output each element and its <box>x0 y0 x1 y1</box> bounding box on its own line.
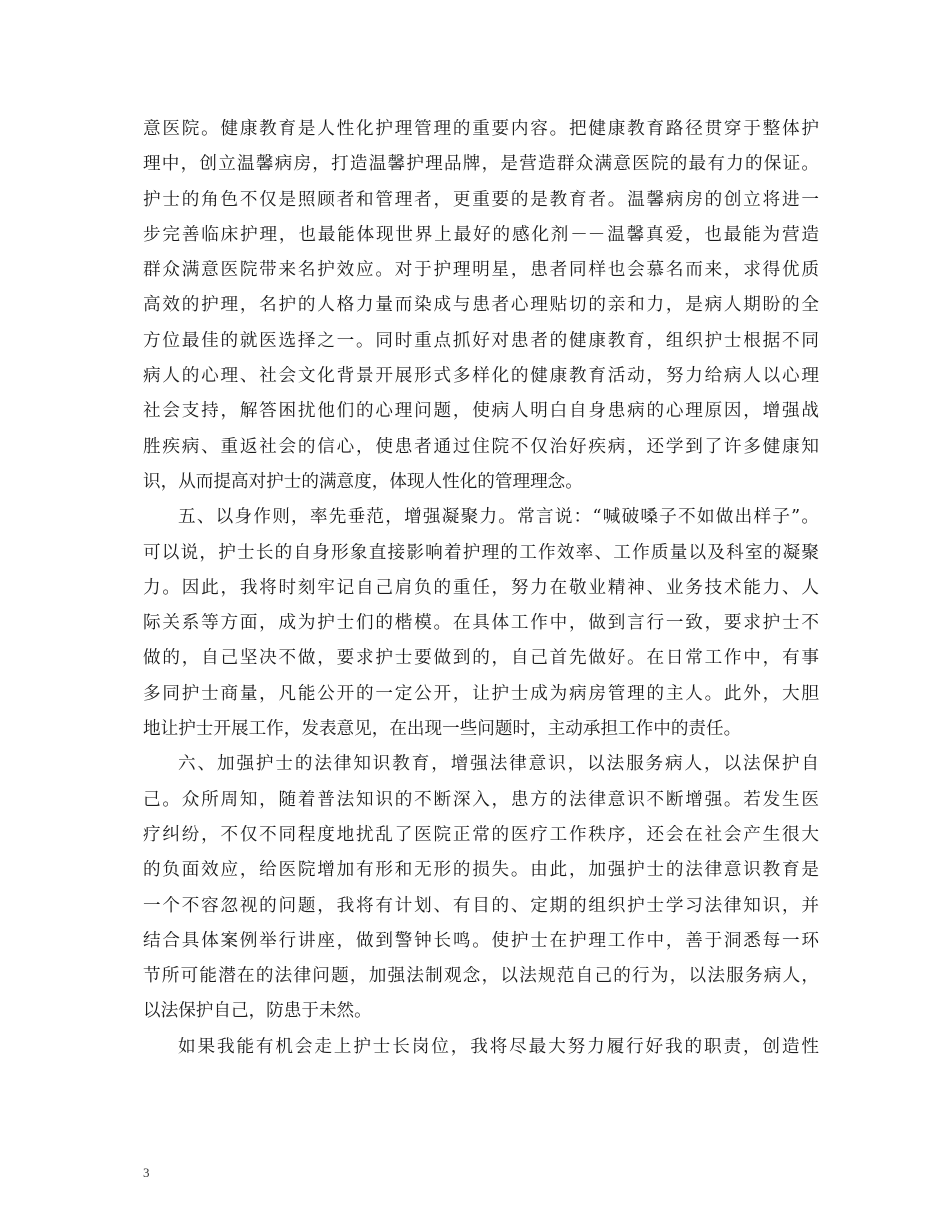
page-number: 3 <box>143 1165 150 1180</box>
text-line: 以法保护自己，防患于未然。 <box>143 1001 372 1022</box>
text-line: 理中，创立温馨病房，打造温馨护理品牌，是营造群众满意医院的最有力的保证。 <box>143 154 819 175</box>
text-line: 一个不容忽视的问题，我将有计划、有目的、定期的组织护士学习法律知识，并 <box>143 895 819 916</box>
text-line: 疗纠纷，不仅不同程度地扰乱了医院正常的医疗工作秩序，还会在社会产生很大 <box>143 824 819 845</box>
text-line: 方位最佳的就医选择之一。同时重点抓好对患者的健康教育，组织护士根据不同 <box>143 330 819 351</box>
text-line: 做的，自己坚决不做，要求护士要做到的，自己首先做好。在日常工作中，有事 <box>143 648 819 669</box>
document-body <box>143 112 819 1065</box>
text-line: 病人的心理、社会文化背景开展形式多样化的健康教育活动，努力给病人以心理 <box>143 366 819 387</box>
text-line: 护士的角色不仅是照顾者和管理者，更重要的是教育者。温馨病房的创立将进一 <box>143 189 819 210</box>
text-line: 高效的护理，名护的人格力量而染成与患者心理贴切的亲和力，是病人期盼的全 <box>143 295 819 316</box>
text-line: 力。因此，我将时刻牢记自己肩负的重任，努力在敬业精神、业务技术能力、人 <box>143 577 819 598</box>
text-line: 意医院。健康教育是人性化护理管理的重要内容。把健康教育路径贯穿于整体护 <box>143 119 819 139</box>
text-line: 节所可能潜在的法律问题，加强法制观念，以法规范自己的行为，以法服务病人， <box>143 966 819 987</box>
text-line: 可以说，护士长的自身形象直接影响着护理的工作效率、工作质量以及科室的凝聚 <box>143 542 819 563</box>
paragraph-start-line: 六、加强护士的法律知识教育，增强法律意识，以法服务病人，以法保护自 <box>178 754 819 775</box>
paragraph-start-line: 如果我能有机会走上护士长岗位，我将尽最大努力履行好我的职责，创造性 <box>178 1036 819 1057</box>
text-line: 际关系等方面，成为护士们的楷模。在具体工作中，做到言行一致，要求护士不 <box>143 613 819 634</box>
text-line: 多同护士商量，凡能公开的一定公开，让护士成为病房管理的主人。此外，大胆 <box>143 683 819 704</box>
text-line: 群众满意医院带来名护效应。对于护理明星，患者同样也会慕名而来，求得优质 <box>143 260 819 281</box>
text-line: 识，从而提高对护士的满意度，体现人性化的管理理念。 <box>143 471 583 492</box>
paragraph-start-line: 五、以身作则，率先垂范，增强凝聚力。常言说：“喊破嗓子不如做出样子”。 <box>178 507 819 528</box>
text-line: 的负面效应，给医院增加有形和无形的损失。由此，加强护士的法律意识教育是 <box>143 860 819 881</box>
text-line: 胜疾病、重返社会的信心，使患者通过住院不仅治好疾病，还学到了许多健康知 <box>143 436 819 457</box>
text-line: 社会支持，解答困扰他们的心理问题，使病人明白自身患病的心理原因，增强战 <box>143 401 819 422</box>
text-line: 结合具体案例举行讲座，做到警钟长鸣。使护士在护理工作中，善于洞悉每一环 <box>143 930 819 951</box>
text-line: 地让护士开展工作，发表意见，在出现一些问题时，主动承担工作中的责任。 <box>143 719 742 740</box>
text-line: 步完善临床护理，也最能体现世界上最好的感化剂－－温馨真爱，也最能为营造 <box>143 224 819 245</box>
text-line: 己。众所周知，随着普法知识的不断深入，患方的法律意识不断增强。若发生医 <box>143 789 819 810</box>
